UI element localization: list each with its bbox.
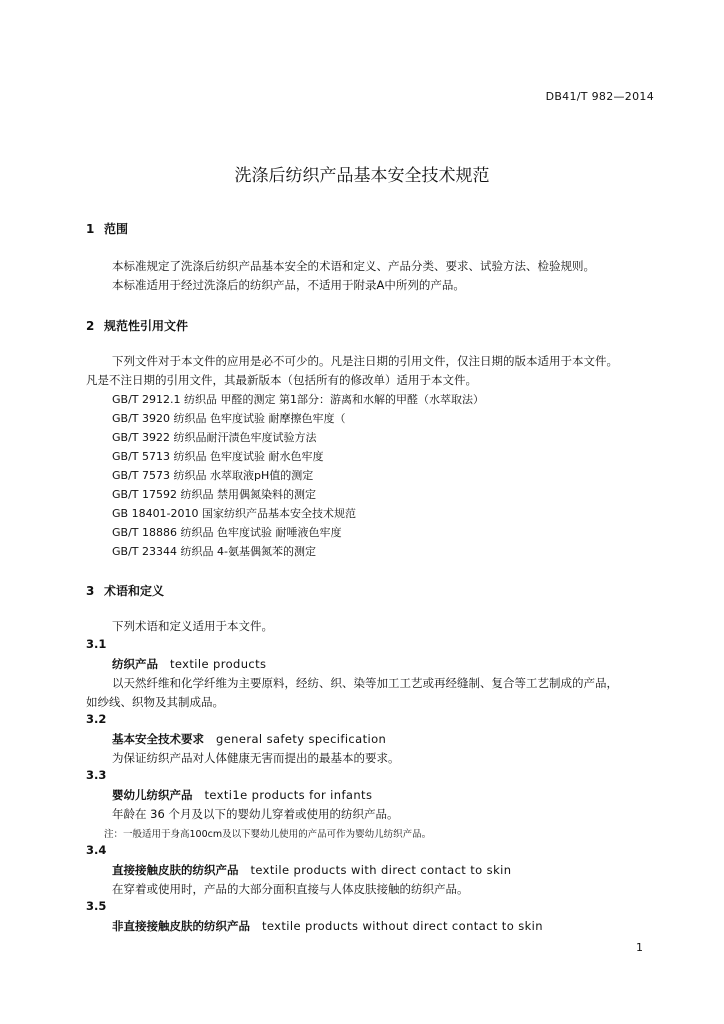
reference-item: GB/T 17592 纺织品 禁用偶氮染料的测定 bbox=[112, 488, 316, 501]
reference-item: GB 18401-2010 国家纺织产品基本安全技术规范 bbox=[112, 507, 357, 520]
term-entry bbox=[112, 656, 266, 672]
term-entry bbox=[112, 918, 543, 934]
term-zh: 婴幼儿纺织产品 bbox=[112, 788, 193, 802]
reference-item: GB/T 5713 纺织品 色牢度试验 耐水色牢度 bbox=[112, 450, 324, 463]
paragraph: 下列文件对于本文件的应用是必不可少的。凡是注日期的引用文件，仅注日期的版本适用于本文件。 bbox=[112, 354, 618, 368]
term-definition-continuation: 如纱线、织物及其制成品。 bbox=[86, 695, 224, 709]
clause-number: 3.3 bbox=[86, 768, 107, 782]
term-en: texti1e products for infants bbox=[204, 788, 373, 802]
section-number: 1 bbox=[86, 222, 95, 236]
term-en: general safety specification bbox=[216, 732, 387, 746]
section-1-heading bbox=[86, 220, 128, 237]
term-definition: 年龄在 36 个月及以下的婴幼儿穿着或使用的纺织产品。 bbox=[112, 807, 399, 821]
clause-number: 3.1 bbox=[86, 637, 107, 651]
section-number: 3 bbox=[86, 584, 95, 598]
section-title: 术语和定义 bbox=[104, 584, 165, 598]
term-en: textile products with direct contact to skin bbox=[250, 863, 512, 877]
document-title: 洗涤后纺织产品基本安全技术规范 bbox=[234, 166, 490, 186]
term-note: 注：一般适用于身高100cm及以下婴幼儿使用的产品可作为婴幼儿纺织产品。 bbox=[104, 829, 432, 840]
term-en: textile products bbox=[170, 657, 267, 671]
reference-item: GB/T 2912.1 纺织品 甲醛的测定 第1部分：游离和水解的甲醛（水萃取法） bbox=[112, 393, 484, 406]
term-zh: 基本安全技术要求 bbox=[112, 732, 204, 746]
paragraph-continuation: 凡是不注日期的引用文件，其最新版本（包括所有的修改单）适用于本文件。 bbox=[86, 373, 477, 387]
term-zh: 非直接接触皮肤的纺织产品 bbox=[112, 919, 250, 933]
term-zh: 直接接触皮肤的纺织产品 bbox=[112, 863, 239, 877]
paragraph: 本标准适用于经过洗涤后的纺织产品，不适用于附录A中所列的产品。 bbox=[112, 278, 465, 292]
term-en: textile products without direct contact to skin bbox=[262, 919, 543, 933]
reference-item: GB/T 7573 纺织品 水萃取液pH值的测定 bbox=[112, 469, 314, 482]
term-zh: 纺织产品 bbox=[112, 657, 158, 671]
reference-item: GB/T 3920 纺织品 色牢度试验 耐摩擦色牢度（ bbox=[112, 412, 346, 425]
term-definition: 为保证纺织产品对人体健康无害而提出的最基本的要求。 bbox=[112, 751, 400, 765]
section-number: 2 bbox=[86, 319, 95, 333]
section-title: 范围 bbox=[104, 222, 129, 236]
clause-number: 3.2 bbox=[86, 712, 107, 726]
section-2-heading bbox=[86, 317, 188, 334]
clause-number: 3.5 bbox=[86, 899, 107, 913]
term-entry bbox=[112, 862, 511, 878]
section-title: 规范性引用文件 bbox=[104, 319, 189, 333]
term-definition: 在穿着或使用时，产品的大部分面积直接与人体皮肤接触的纺织产品。 bbox=[112, 882, 469, 896]
section-3-heading bbox=[86, 582, 164, 599]
paragraph: 本标准规定了洗涤后纺织产品基本安全的术语和定义、产品分类、要求、试验方法、检验规则。 bbox=[112, 259, 595, 273]
standard-code: DB41/T 982—2014 bbox=[545, 90, 654, 103]
clause-number: 3.4 bbox=[86, 843, 107, 857]
paragraph: 下列术语和定义适用于本文件。 bbox=[112, 619, 273, 633]
term-entry bbox=[112, 731, 386, 747]
reference-item: GB/T 23344 纺织品 4-氨基偶氮苯的测定 bbox=[112, 545, 316, 558]
term-entry bbox=[112, 787, 372, 803]
page-number: 1 bbox=[636, 941, 643, 954]
reference-item: GB/T 18886 纺织品 色牢度试验 耐唾液色牢度 bbox=[112, 526, 342, 539]
term-definition: 以天然纤维和化学纤维为主要原料，经纺、织、染等加工工艺或再经缝制、复合等工艺制成的产品， bbox=[112, 676, 618, 690]
reference-item: GB/T 3922 纺织品耐汗渍色牢度试验方法 bbox=[112, 431, 317, 444]
